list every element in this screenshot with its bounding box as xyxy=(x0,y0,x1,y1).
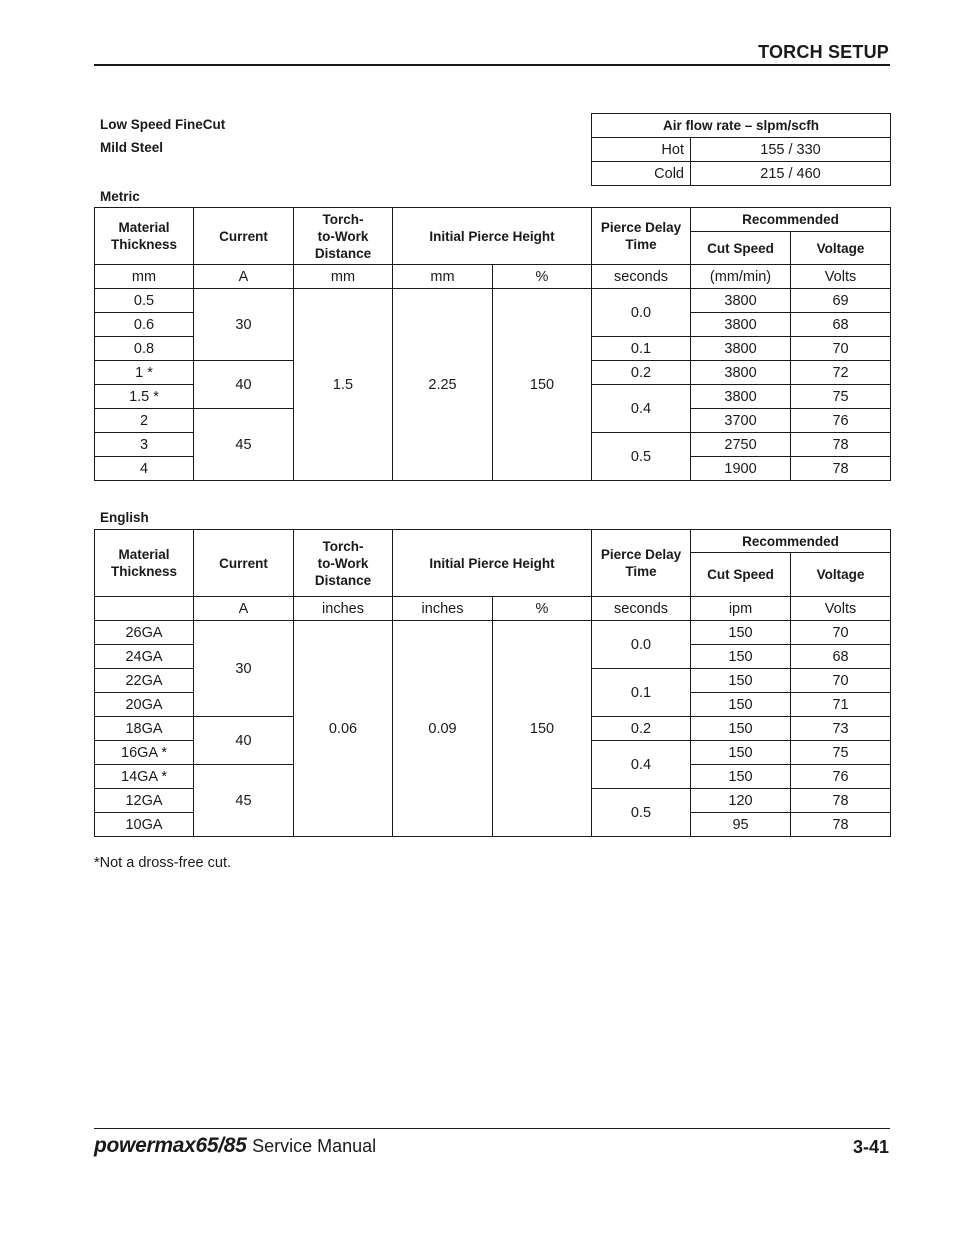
unit-pierce-height: inches xyxy=(393,597,493,621)
voltage-cell: 78 xyxy=(791,813,891,837)
airflow-value-hot: 155 / 330 xyxy=(691,138,891,162)
voltage-cell: 73 xyxy=(791,717,891,741)
airflow-table xyxy=(591,113,891,186)
voltage-cell: 69 xyxy=(791,289,891,313)
header-voltage: Voltage xyxy=(791,232,891,265)
header-recommended: Recommended xyxy=(691,208,891,232)
voltage-cell: 70 xyxy=(791,621,891,645)
pierce-pct-cell: 150 xyxy=(493,289,592,481)
header-cut-speed: Cut Speed xyxy=(691,553,791,597)
unit-pierce-pct: % xyxy=(493,597,592,621)
header-recommended: Recommended xyxy=(691,530,891,553)
speed-cell: 150 xyxy=(691,669,791,693)
current-cell: 40 xyxy=(194,361,294,409)
delay-cell: 0.0 xyxy=(592,289,691,337)
header-pierce-delay-time: Pierce Delay Time xyxy=(592,530,691,597)
thickness-cell: 3 xyxy=(95,433,194,457)
voltage-cell: 78 xyxy=(791,457,891,481)
current-cell: 30 xyxy=(194,621,294,717)
thickness-cell: 2 xyxy=(95,409,194,433)
speed-cell: 3800 xyxy=(691,313,791,337)
speed-cell: 3700 xyxy=(691,409,791,433)
voltage-cell: 68 xyxy=(791,645,891,669)
delay-cell: 0.1 xyxy=(592,669,691,717)
voltage-cell: 68 xyxy=(791,313,891,337)
speed-cell: 3800 xyxy=(691,289,791,313)
page-number: 3-41 xyxy=(852,1137,889,1157)
header-rule xyxy=(94,64,890,66)
thickness-cell: 16GA * xyxy=(95,741,194,765)
unit-distance: inches xyxy=(294,597,393,621)
voltage-cell: 76 xyxy=(791,765,891,789)
header-current: Current xyxy=(194,530,294,597)
speed-cell: 150 xyxy=(691,717,791,741)
thickness-cell: 0.5 xyxy=(95,289,194,313)
thickness-cell: 26GA xyxy=(95,621,194,645)
delay-cell: 0.1 xyxy=(592,337,691,361)
speed-cell: 150 xyxy=(691,645,791,669)
header-torch-to-work: Torch- to-Work Distance xyxy=(294,530,393,597)
pierce-height-cell: 0.09 xyxy=(393,621,493,837)
thickness-cell: 0.8 xyxy=(95,337,194,361)
current-cell: 45 xyxy=(194,765,294,837)
current-cell: 30 xyxy=(194,289,294,361)
speed-cell: 95 xyxy=(691,813,791,837)
speed-cell: 120 xyxy=(691,789,791,813)
footer-rule xyxy=(94,1128,890,1129)
delay-cell: 0.4 xyxy=(592,741,691,789)
section-title: TORCH SETUP xyxy=(758,42,889,62)
header-pierce-delay-time: Pierce Delay Time xyxy=(592,208,691,265)
unit-thickness: mm xyxy=(95,265,194,289)
manual-title: Service Manual xyxy=(252,1136,377,1156)
speed-cell: 150 xyxy=(691,693,791,717)
current-cell: 45 xyxy=(194,409,294,481)
thickness-cell: 4 xyxy=(95,457,194,481)
thickness-cell: 10GA xyxy=(95,813,194,837)
thickness-cell: 0.6 xyxy=(95,313,194,337)
speed-cell: 150 xyxy=(691,621,791,645)
metric-cut-chart xyxy=(94,207,891,481)
unit-distance: mm xyxy=(294,265,393,289)
voltage-cell: 75 xyxy=(791,385,891,409)
unit-speed: ipm xyxy=(691,597,791,621)
footer-brand xyxy=(94,1134,376,1158)
thickness-cell: 22GA xyxy=(95,669,194,693)
unit-current: A xyxy=(194,597,294,621)
unit-thickness xyxy=(95,597,194,621)
distance-cell: 0.06 xyxy=(294,621,393,837)
thickness-cell: 1 * xyxy=(95,361,194,385)
header-torch-to-work: Torch- to-Work Distance xyxy=(294,208,393,265)
voltage-cell: 78 xyxy=(791,789,891,813)
header-current: Current xyxy=(194,208,294,265)
voltage-cell: 70 xyxy=(791,337,891,361)
voltage-cell: 71 xyxy=(791,693,891,717)
thickness-cell: 24GA xyxy=(95,645,194,669)
delay-cell: 0.5 xyxy=(592,789,691,837)
thickness-cell: 20GA xyxy=(95,693,194,717)
current-cell: 40 xyxy=(194,717,294,765)
process-material: Mild Steel xyxy=(100,140,164,155)
thickness-cell: 1.5 * xyxy=(95,385,194,409)
speed-cell: 3800 xyxy=(691,337,791,361)
airflow-label-cold: Cold xyxy=(592,162,691,186)
voltage-cell: 75 xyxy=(791,741,891,765)
delay-cell: 0.4 xyxy=(592,385,691,433)
thickness-cell: 18GA xyxy=(95,717,194,741)
metric-label: Metric xyxy=(100,189,140,204)
voltage-cell: 70 xyxy=(791,669,891,693)
footnote: *Not a dross-free cut. xyxy=(94,855,231,871)
header-initial-pierce-height: Initial Pierce Height xyxy=(393,208,592,265)
header-material-thickness: Material Thickness xyxy=(95,208,194,265)
pierce-height-cell: 2.25 xyxy=(393,289,493,481)
delay-cell: 0.5 xyxy=(592,433,691,481)
unit-pierce-height: mm xyxy=(393,265,493,289)
header-cut-speed: Cut Speed xyxy=(691,232,791,265)
speed-cell: 150 xyxy=(691,741,791,765)
english-label: English xyxy=(100,510,149,525)
unit-voltage: Volts xyxy=(791,265,891,289)
distance-cell: 1.5 xyxy=(294,289,393,481)
pierce-pct-cell: 150 xyxy=(493,621,592,837)
delay-cell: 0.2 xyxy=(592,717,691,741)
airflow-value-cold: 215 / 460 xyxy=(691,162,891,186)
speed-cell: 2750 xyxy=(691,433,791,457)
brand-logo: powermax65/85 xyxy=(94,1134,247,1157)
unit-pierce-pct: % xyxy=(493,265,592,289)
header-material-thickness: Material Thickness xyxy=(95,530,194,597)
speed-cell: 3800 xyxy=(691,361,791,385)
delay-cell: 0.2 xyxy=(592,361,691,385)
airflow-label-hot: Hot xyxy=(592,138,691,162)
unit-delay: seconds xyxy=(592,597,691,621)
voltage-cell: 72 xyxy=(791,361,891,385)
delay-cell: 0.0 xyxy=(592,621,691,669)
speed-cell: 3800 xyxy=(691,385,791,409)
unit-current: A xyxy=(194,265,294,289)
english-cut-chart xyxy=(94,529,891,837)
unit-voltage: Volts xyxy=(791,597,891,621)
unit-speed: (mm/min) xyxy=(691,265,791,289)
thickness-cell: 12GA xyxy=(95,789,194,813)
header-voltage: Voltage xyxy=(791,553,891,597)
voltage-cell: 78 xyxy=(791,433,891,457)
voltage-cell: 76 xyxy=(791,409,891,433)
unit-delay: seconds xyxy=(592,265,691,289)
speed-cell: 150 xyxy=(691,765,791,789)
header-initial-pierce-height: Initial Pierce Height xyxy=(393,530,592,597)
speed-cell: 1900 xyxy=(691,457,791,481)
airflow-title: Air flow rate – slpm/scfh xyxy=(592,114,891,138)
thickness-cell: 14GA * xyxy=(95,765,194,789)
process-name: Low Speed FineCut xyxy=(100,117,226,132)
